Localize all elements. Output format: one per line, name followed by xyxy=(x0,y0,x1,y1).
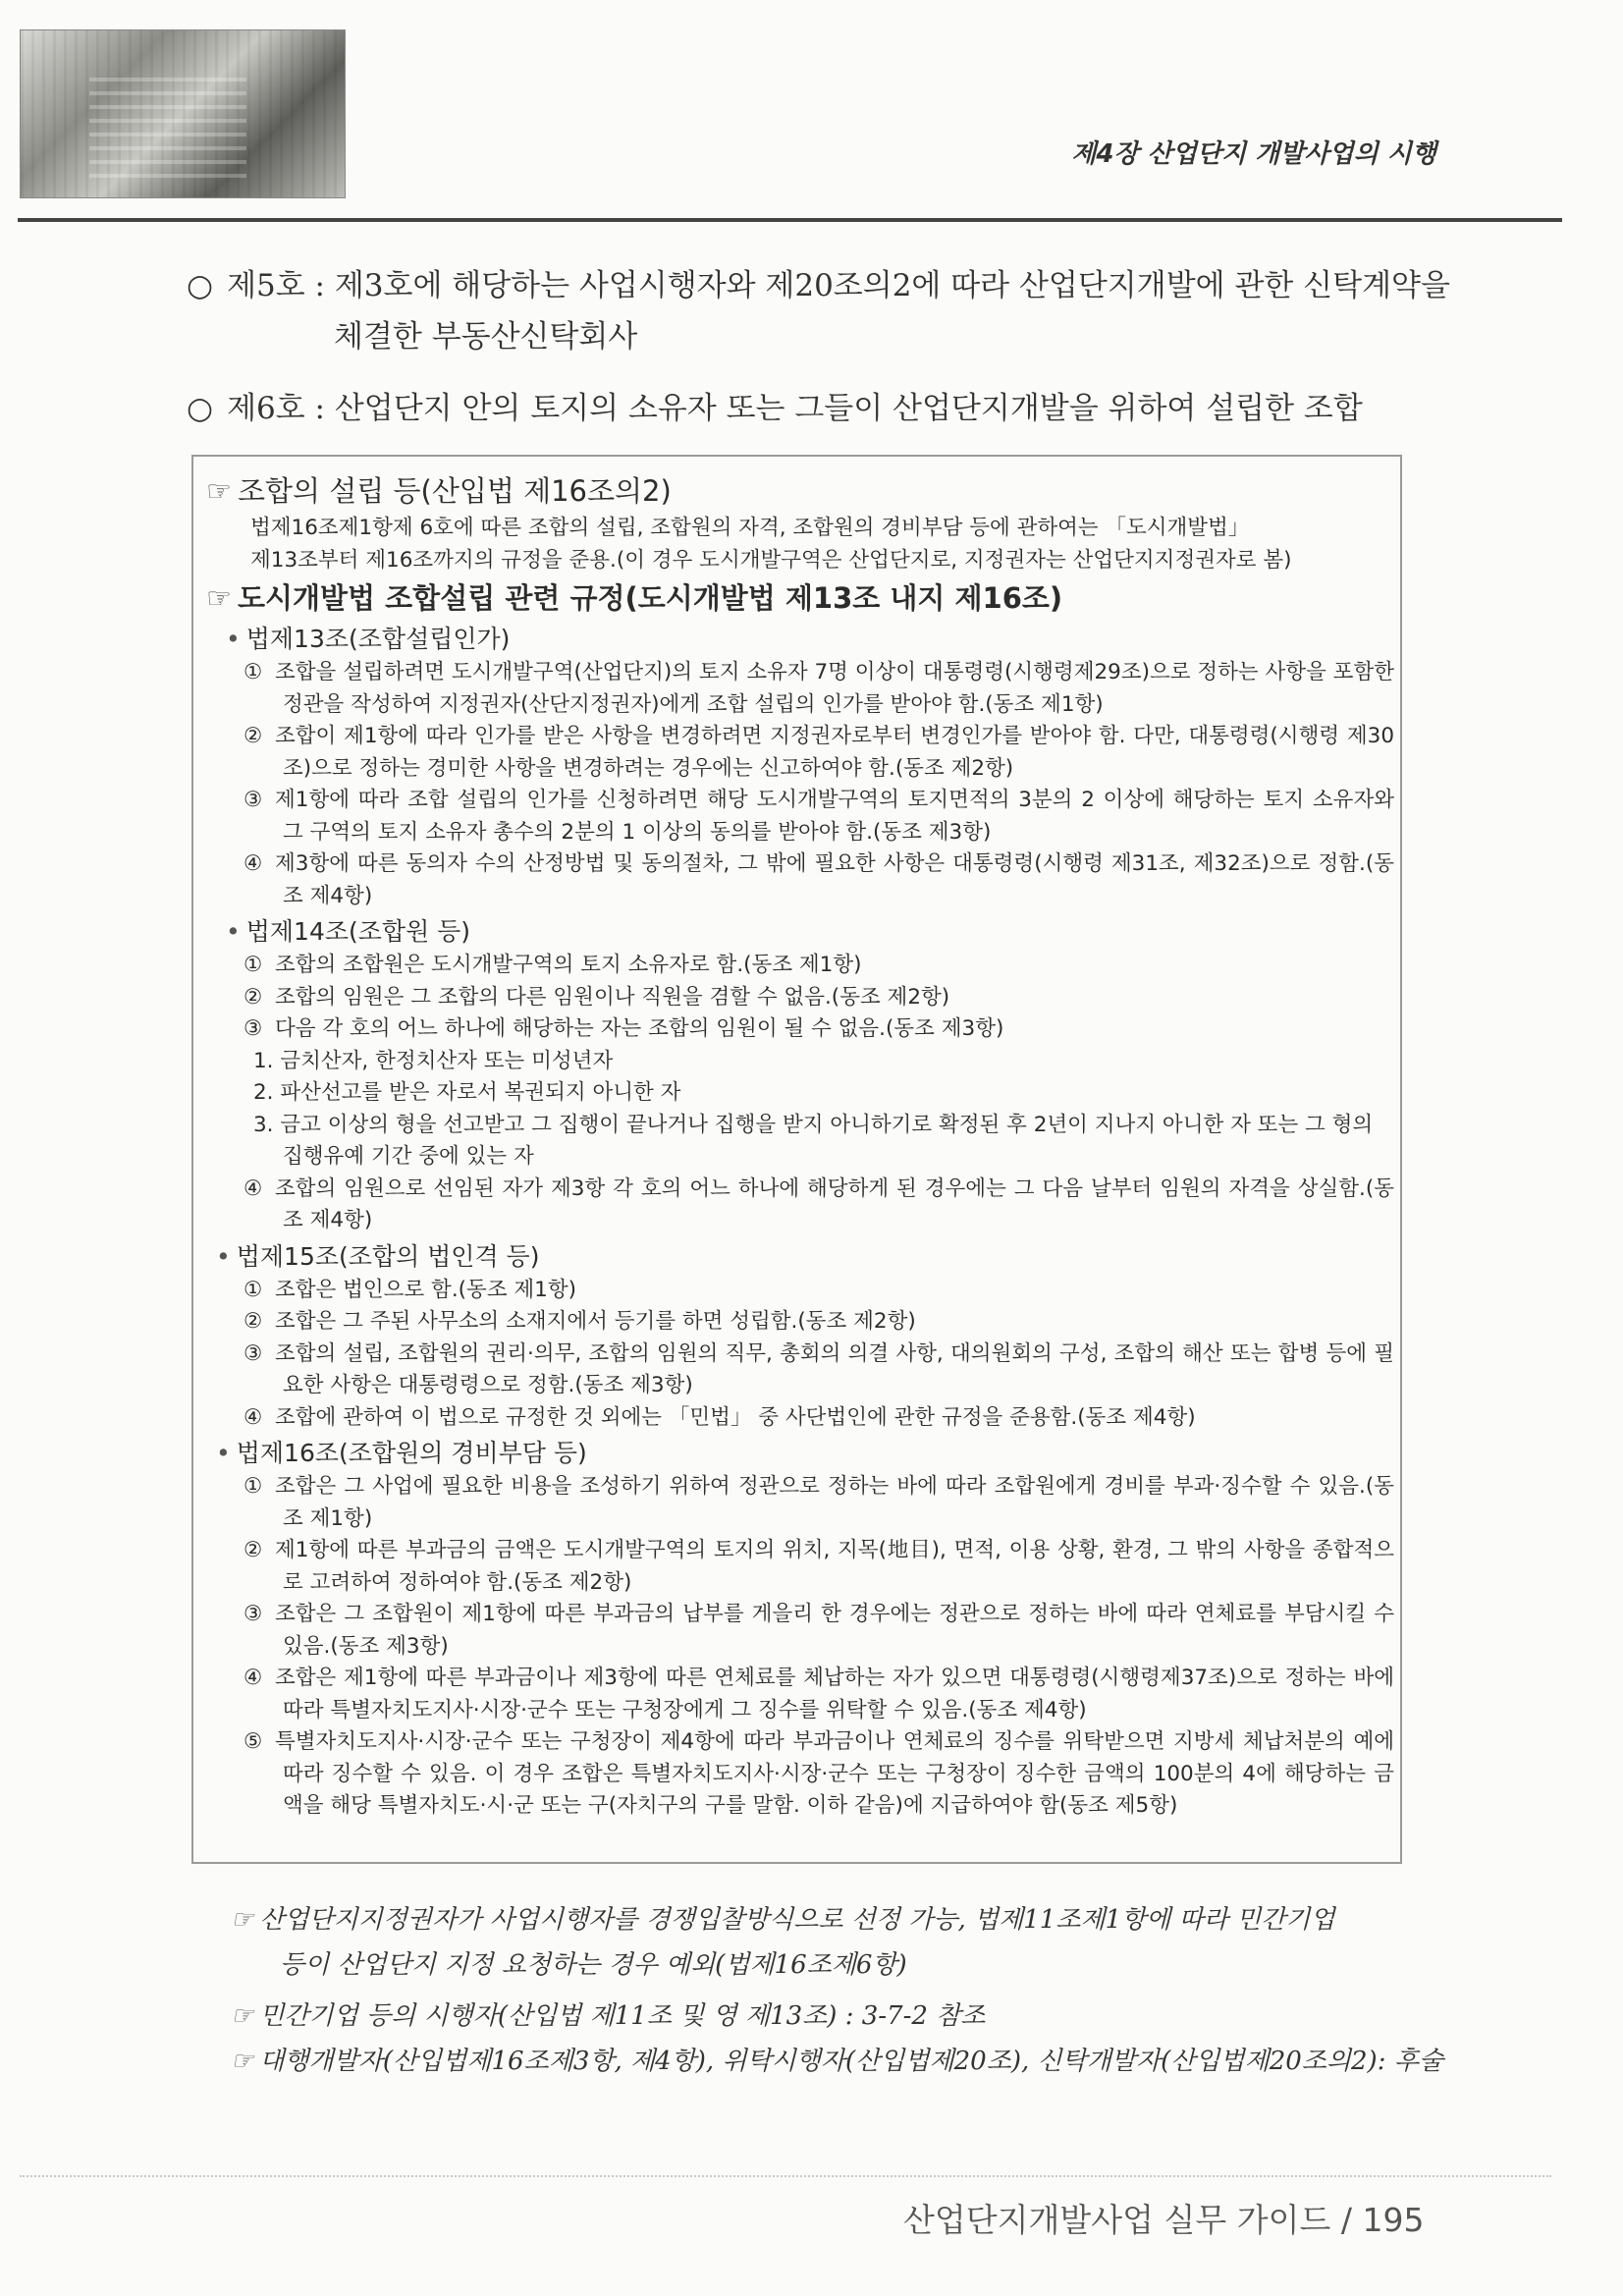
circled-2-icon: ② xyxy=(243,1538,263,1562)
article-13-clause-4: ④ 제3항에 따른 동의자 수의 산정방법 및 동의절차, 그 밖에 필요한 사항은 대통령령(시행령 제31조, 제32조)으로 정함.(동조 제4항) xyxy=(243,848,1394,912)
article-14-sub-3: 3. 금고 이상의 형을 선고받고 그 집행이 끝나거나 집행을 받지 아니하기로 확정된 후 2년이 지나지 아니한 자 또는 그 형의 집행유예 기간 중에 있는 자 xyxy=(253,1112,1374,1169)
circled-4-icon: ④ xyxy=(243,851,263,876)
article-13-clause-1: ① 조합을 설립하려면 도시개발구역(산업단지)의 토지 소유자 7명 이상이 대통령령(시행령제29조)으로 정하는 사항을 포함한 정관을 작성하여 지정권자(산단지정권자)에게 조합 설립의 인가를 받아야 함.(동조 제1항) xyxy=(243,657,1394,721)
circled-1-icon: ① xyxy=(243,953,263,977)
article-14-sub-2: 2. 파산선고를 받은 자로서 복권되지 아니한 자 xyxy=(253,1080,681,1105)
circled-5-icon: ⑤ xyxy=(243,1729,263,1754)
circled-4-icon: ④ xyxy=(243,1666,263,1690)
circled-2-icon: ② xyxy=(243,1309,263,1334)
circled-4-icon: ④ xyxy=(243,1404,263,1430)
section-title-union-establishment: ☞ 조합의 설립 등(산입법 제16조의2) xyxy=(206,474,672,508)
section-title-urban-dev-act: ☞ 도시개발법 조합설립 관련 규정(도시개발법 제13조 내지 제16조) xyxy=(206,581,1063,615)
article-13-title: • 법제13조(조합설립인가) xyxy=(226,625,511,653)
circled-1-icon: ① xyxy=(243,1277,263,1302)
bullet-dot-icon: • xyxy=(226,625,241,653)
circled-3-icon: ③ xyxy=(243,1340,263,1366)
pointing-hand-icon: ☞ xyxy=(231,2047,254,2076)
bullet-dot-icon: • xyxy=(216,1439,231,1467)
article-16-title: • 법제16조(조합원의 경비부담 등) xyxy=(216,1439,587,1467)
article-13-clause-3: ③ 제1항에 따라 조합 설립의 인가를 신청하려면 해당 도시개발구역의 토지면적의 3분의 2 이상에 해당하는 토지 소유자와 그 구역의 토지 소유자 총수의 2분의 1 이상의 동의를 받아야 함.(동조 제3항) xyxy=(243,785,1394,848)
page-footer: 산업단지개발사업 실무 가이드 / 195 xyxy=(903,2201,1425,2239)
circled-3-icon: ③ xyxy=(243,1016,263,1041)
pointing-hand-icon: ☞ xyxy=(231,1905,254,1935)
circle-bullet-icon: ○ xyxy=(187,268,214,303)
chapter-title: 제4장 산업단지 개발사업의 시행 xyxy=(1071,139,1436,169)
circled-4-icon: ④ xyxy=(243,1175,263,1201)
circled-1-icon: ① xyxy=(243,1474,263,1499)
article-14-title: • 법제14조(조합원 등) xyxy=(226,917,471,946)
circled-2-icon: ② xyxy=(243,984,263,1010)
bullet-dot-icon: • xyxy=(226,917,241,946)
article-16-clause-1: ① 조합은 그 사업에 필요한 비용을 조성하기 위하여 정관으로 정하는 바에 따라 조합원에게 경비를 부과·징수할 수 있음.(동조 제1항) xyxy=(243,1471,1394,1535)
item-no6 xyxy=(187,383,1363,434)
article-14-sub-1: 1. 금치산자, 한정치산자 또는 미성년자 xyxy=(253,1048,614,1073)
header-divider xyxy=(18,218,1562,222)
note-private-enterprise: ☞ 민간기업 등의 시행자(산입법 제11조 및 영 제13조) : 3-7-2 참조 xyxy=(231,2001,986,2031)
note-competitive-bidding: ☞ 산업단지지정권자가 사업시행자를 경쟁입찰방식으로 선정 가능, 법제11조제1항에 따라 민간기업 xyxy=(231,1905,1335,1935)
article-14-clause-4: ④ 조합의 임원으로 선임된 자가 제3항 각 호의 어느 하나에 해당하게 된 경우에는 그 다음 날부터 임원의 자격을 상실함.(동조 제4항) xyxy=(243,1174,1394,1237)
footer-divider xyxy=(20,2175,1551,2177)
item-no6-line1: 제6호 : 산업단지 안의 토지의 소유자 또는 그들이 산업단지개발을 위하여 설립한 조합 xyxy=(227,391,1363,426)
chapter-header-photo xyxy=(20,29,346,198)
reference-box-content xyxy=(206,469,1394,1823)
article-16-clause-4: ④ 조합은 제1항에 따른 부과금이나 제3항에 따른 연체료를 체납하는 자가 있으면 대통령령(시행령제37조)으로 정하는 바에 따라 특별자치도지사·시장·군수 또는 구청장에게 그 징수를 위탁할 수 있음.(동조 제4항) xyxy=(243,1663,1394,1726)
item-no5-line2: 체결한 부동산신탁회사 xyxy=(334,319,638,355)
pointing-hand-icon: ☞ xyxy=(231,2001,254,2031)
article-16-clause-2: ② 제1항에 따른 부과금의 금액은 도시개발구역의 토지의 위치, 지목(地目), 면적, 이용 상황, 환경, 그 밖의 사항을 종합적으로 고려하여 정하여야 함.(동조 제2항) xyxy=(243,1535,1394,1599)
item-no5-line1: 제5호 : 제3호에 해당하는 사업시행자와 제20조의2에 따라 산업단지개발에 관한 신탁계약을 xyxy=(227,268,1450,303)
article-15-clause-1: ① 조합은 법인으로 함.(동조 제1항) xyxy=(243,1275,1394,1307)
circled-2-icon: ② xyxy=(243,724,263,748)
pointing-hand-icon: ☞ xyxy=(206,581,232,615)
article-14-clause-1: ① 조합의 조합원은 도시개발구역의 토지 소유자로 함.(동조 제1항) xyxy=(243,950,1394,982)
circled-1-icon: ① xyxy=(243,660,263,684)
pointing-hand-icon: ☞ xyxy=(206,474,232,508)
note-agency-developers: ☞ 대행개발자(산입법제16조제3항, 제4항), 위탁시행자(산입법제20조), 신탁개발자(산입법제20조의2): 후술 xyxy=(231,2047,1443,2076)
article-15-title: • 법제15조(조합의 법인격 등) xyxy=(216,1241,540,1271)
article-15-clause-3: ③ 조합의 설립, 조합원의 권리·의무, 조합의 임원의 직무, 총회의 의결 사항, 대의원회의 구성, 조합의 해산 또는 합병 등에 필요한 사항은 대통령령으로 정함.(동조 제3항) xyxy=(243,1339,1394,1402)
article-16-clause-5: ⑤ 특별자치도지사·시장·군수 또는 구청장이 제4항에 따라 부과금이나 연체료의 징수를 위탁받으면 지방세 체납처분의 예에 따라 징수할 수 있음. 이 경우 조합은 특별자치도지사·시장·군수 또는 구청장이 징수한 금액의 100분의 4에 해당하는 금액을 해당 특별자치도·시·군 또는 구(자치구의 구를 말함. 이하 같음)에 지급하여야 함(동조 제5항) xyxy=(243,1726,1394,1823)
circle-bullet-icon: ○ xyxy=(187,391,214,426)
item-no5 xyxy=(187,260,1450,362)
article-14-clause-2: ② 조합의 임원은 그 조합의 다른 임원이나 직원을 겸할 수 없음.(동조 제2항) xyxy=(243,982,1394,1014)
note-competitive-bidding-cont: 등이 산업단지 지정 요청하는 경우 예외(법제16조제6항) xyxy=(280,1950,907,1980)
circled-3-icon: ③ xyxy=(243,1602,263,1626)
section-paragraph-line2: 제13조부터 제16조까지의 규정을 준용.(이 경우 도시개발구역은 산업단지로, 지정권자는 산업단지지정권자로 봄) xyxy=(250,547,1292,573)
bullet-dot-icon: • xyxy=(216,1241,231,1271)
article-14-clause-3: ③ 다음 각 호의 어느 하나에 해당하는 자는 조합의 임원이 될 수 없음.(동조 제3항) xyxy=(243,1013,1394,1046)
article-16-clause-3: ③ 조합은 그 조합원이 제1항에 따른 부과금의 납부를 게을리 한 경우에는 정관으로 정하는 바에 따라 연체료를 부담시킬 수 있음.(동조 제3항) xyxy=(243,1599,1394,1663)
article-15-clause-4: ④ 조합에 관하여 이 법으로 규정한 것 외에는 「민법」 중 사단법인에 관한 규정을 준용함.(동조 제4항) xyxy=(243,1402,1394,1435)
article-13-clause-2: ② 조합이 제1항에 따라 인가를 받은 사항을 변경하려면 지정권자로부터 변경인가를 받아야 함. 다만, 대통령령(시행령 제30조)으로 정하는 경미한 사항을 변경하려는 경우에는 신고하여야 함.(동조 제2항) xyxy=(243,721,1394,785)
circled-3-icon: ③ xyxy=(243,788,263,812)
section-paragraph-line1: 법제16조제1항제 6호에 따른 조합의 설립, 조합원의 자격, 조합원의 경비부담 등에 관하여는 「도시개발법」 xyxy=(250,516,1250,540)
article-15-clause-2: ② 조합은 그 주된 사무소의 소재지에서 등기를 하면 성립함.(동조 제2항) xyxy=(243,1306,1394,1339)
